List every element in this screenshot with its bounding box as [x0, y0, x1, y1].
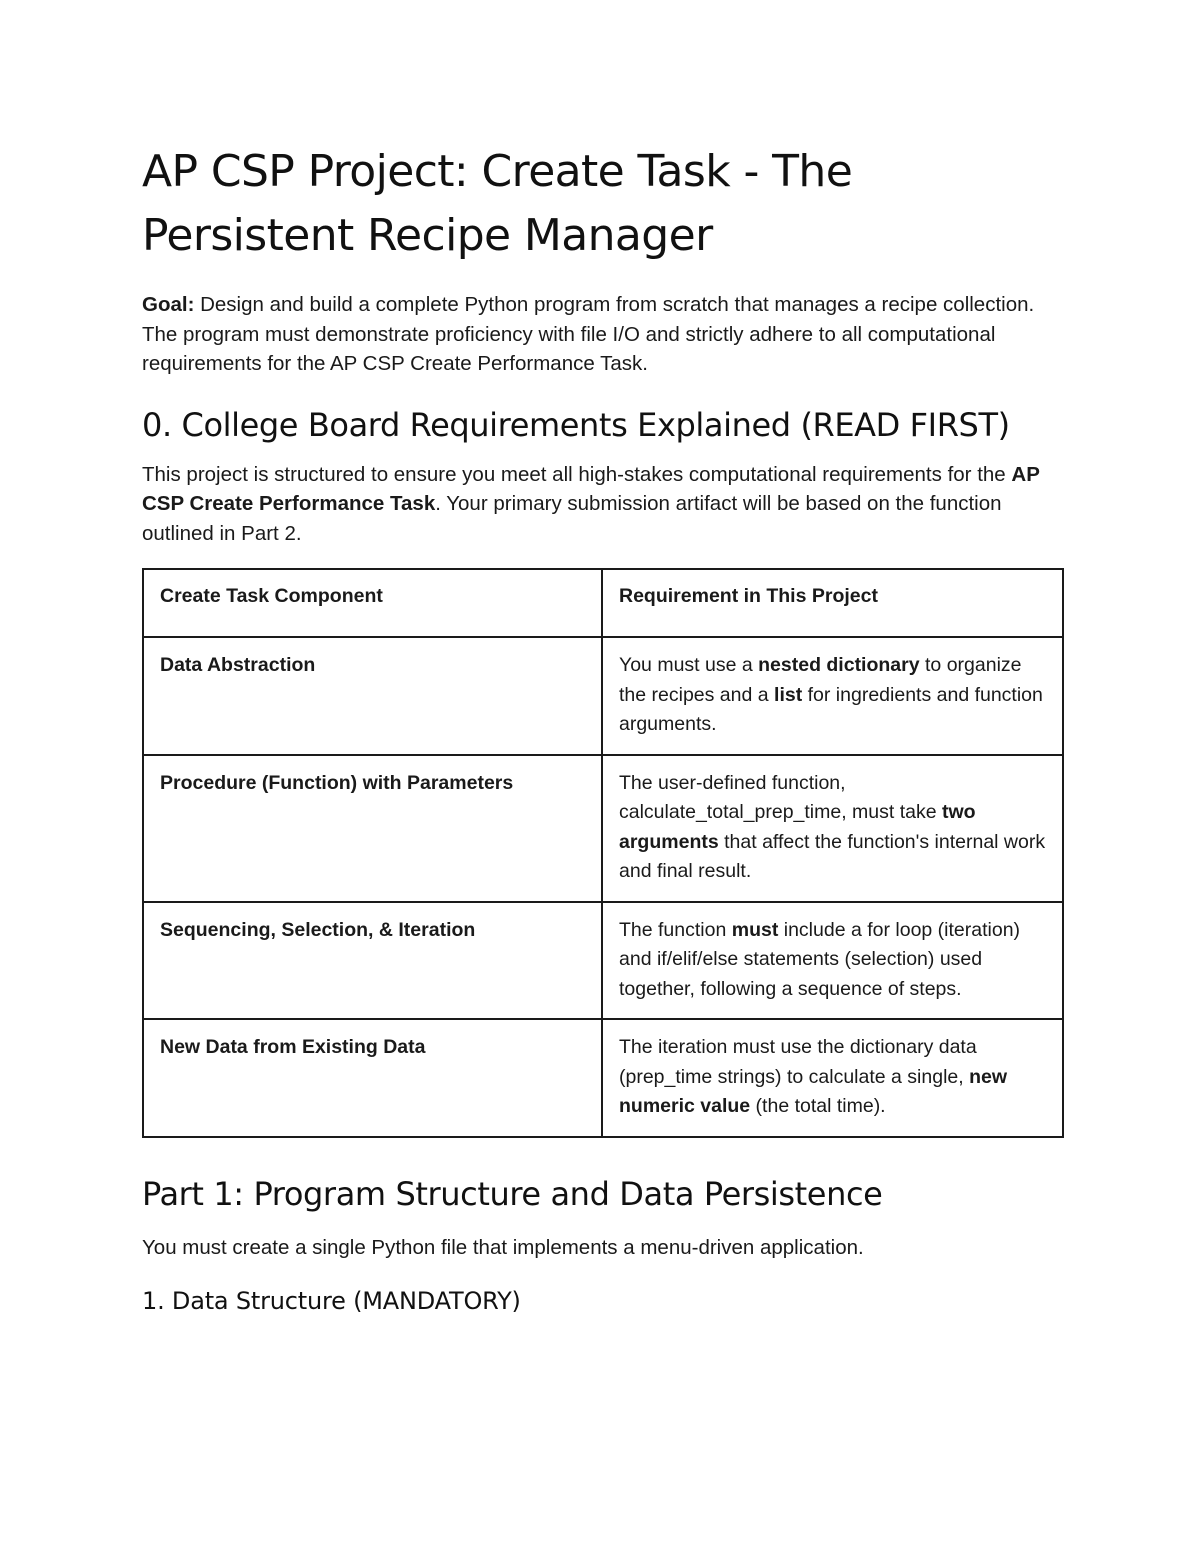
table-row — [143, 755, 1063, 902]
goal-paragraph — [142, 290, 1062, 379]
section-0-intro-pre: This project is structured to ensure you meet all high-stakes computational requirements for the — [142, 462, 1012, 486]
table-cell-requirement — [602, 637, 1063, 755]
requirements-table — [142, 568, 1064, 1138]
requirement-text: (the total time). — [750, 1095, 886, 1117]
requirement-text: The function — [619, 918, 732, 941]
requirement-text: to organize the recipes and a — [619, 654, 1022, 706]
section-0-heading: 0. College Board Requirements Explained (READ FIRST) — [142, 405, 1010, 444]
table-row — [143, 637, 1063, 755]
table-cell-component: Procedure (Function) with Parameters — [143, 755, 602, 902]
table-cell-requirement — [602, 902, 1063, 1020]
requirement-emphasis: new numeric value — [619, 1065, 1008, 1117]
part-1-heading: Part 1: Program Structure and Data Persistence — [142, 1174, 883, 1213]
requirement-text: that affect the function's internal work and final result. — [619, 830, 1046, 882]
requirement-emphasis: must — [731, 918, 779, 941]
table-header-row — [143, 569, 1063, 637]
section-0-intro-post: . Your primary submission artifact will be based on the function outlined in Part 2. — [142, 492, 1002, 545]
table-cell-requirement — [602, 755, 1063, 902]
table-row — [143, 902, 1063, 1020]
table-cell-component: New Data from Existing Data — [143, 1019, 602, 1137]
table-row — [143, 1019, 1063, 1137]
requirement-emphasis: list — [774, 683, 803, 706]
requirement-text: include a for loop (iteration) and if/elif/else statements (selection) used together, following a sequence of steps. — [619, 918, 1021, 1000]
goal-text: Design and build a complete Python program from scratch that manages a recipe collection. The program must demonstrate proficiency with file I/O and strictly adhere to all computational requirements for the AP CSP Create Performance Task. — [142, 293, 1035, 375]
requirement-text: You must use a — [619, 654, 759, 676]
table-cell-requirement — [602, 1019, 1063, 1137]
part-1-subheading-data-structure: 1. Data Structure (MANDATORY) — [142, 1287, 521, 1315]
page-title: AP CSP Project: Create Task - The Persistent Recipe Manager — [142, 146, 853, 261]
table-header-requirement: Requirement in This Project — [602, 569, 1063, 637]
goal-label: Goal: — [142, 293, 195, 316]
part-1-intro: You must create a single Python file that implements a menu-driven application. — [142, 1235, 864, 1259]
requirement-emphasis: nested dictionary — [758, 654, 920, 676]
section-0-intro — [142, 460, 1062, 549]
requirement-text: The user-defined function, calculate_total_prep_time, must take — [619, 771, 943, 823]
requirement-text: for ingredients and function arguments. — [619, 683, 1043, 735]
requirements-table-body — [143, 637, 1063, 1137]
requirement-emphasis: two arguments — [619, 801, 976, 853]
document-page — [142, 140, 1062, 1318]
table-header-component: Create Task Component — [143, 569, 602, 637]
table-cell-component: Data Abstraction — [143, 637, 602, 755]
table-cell-component: Sequencing, Selection, & Iteration — [143, 902, 602, 1020]
section-0-intro-bold: AP CSP Create Performance Task — [142, 462, 1040, 515]
requirement-text: The iteration must use the dictionary data (prep_time strings) to calculate a single, — [619, 1036, 977, 1088]
